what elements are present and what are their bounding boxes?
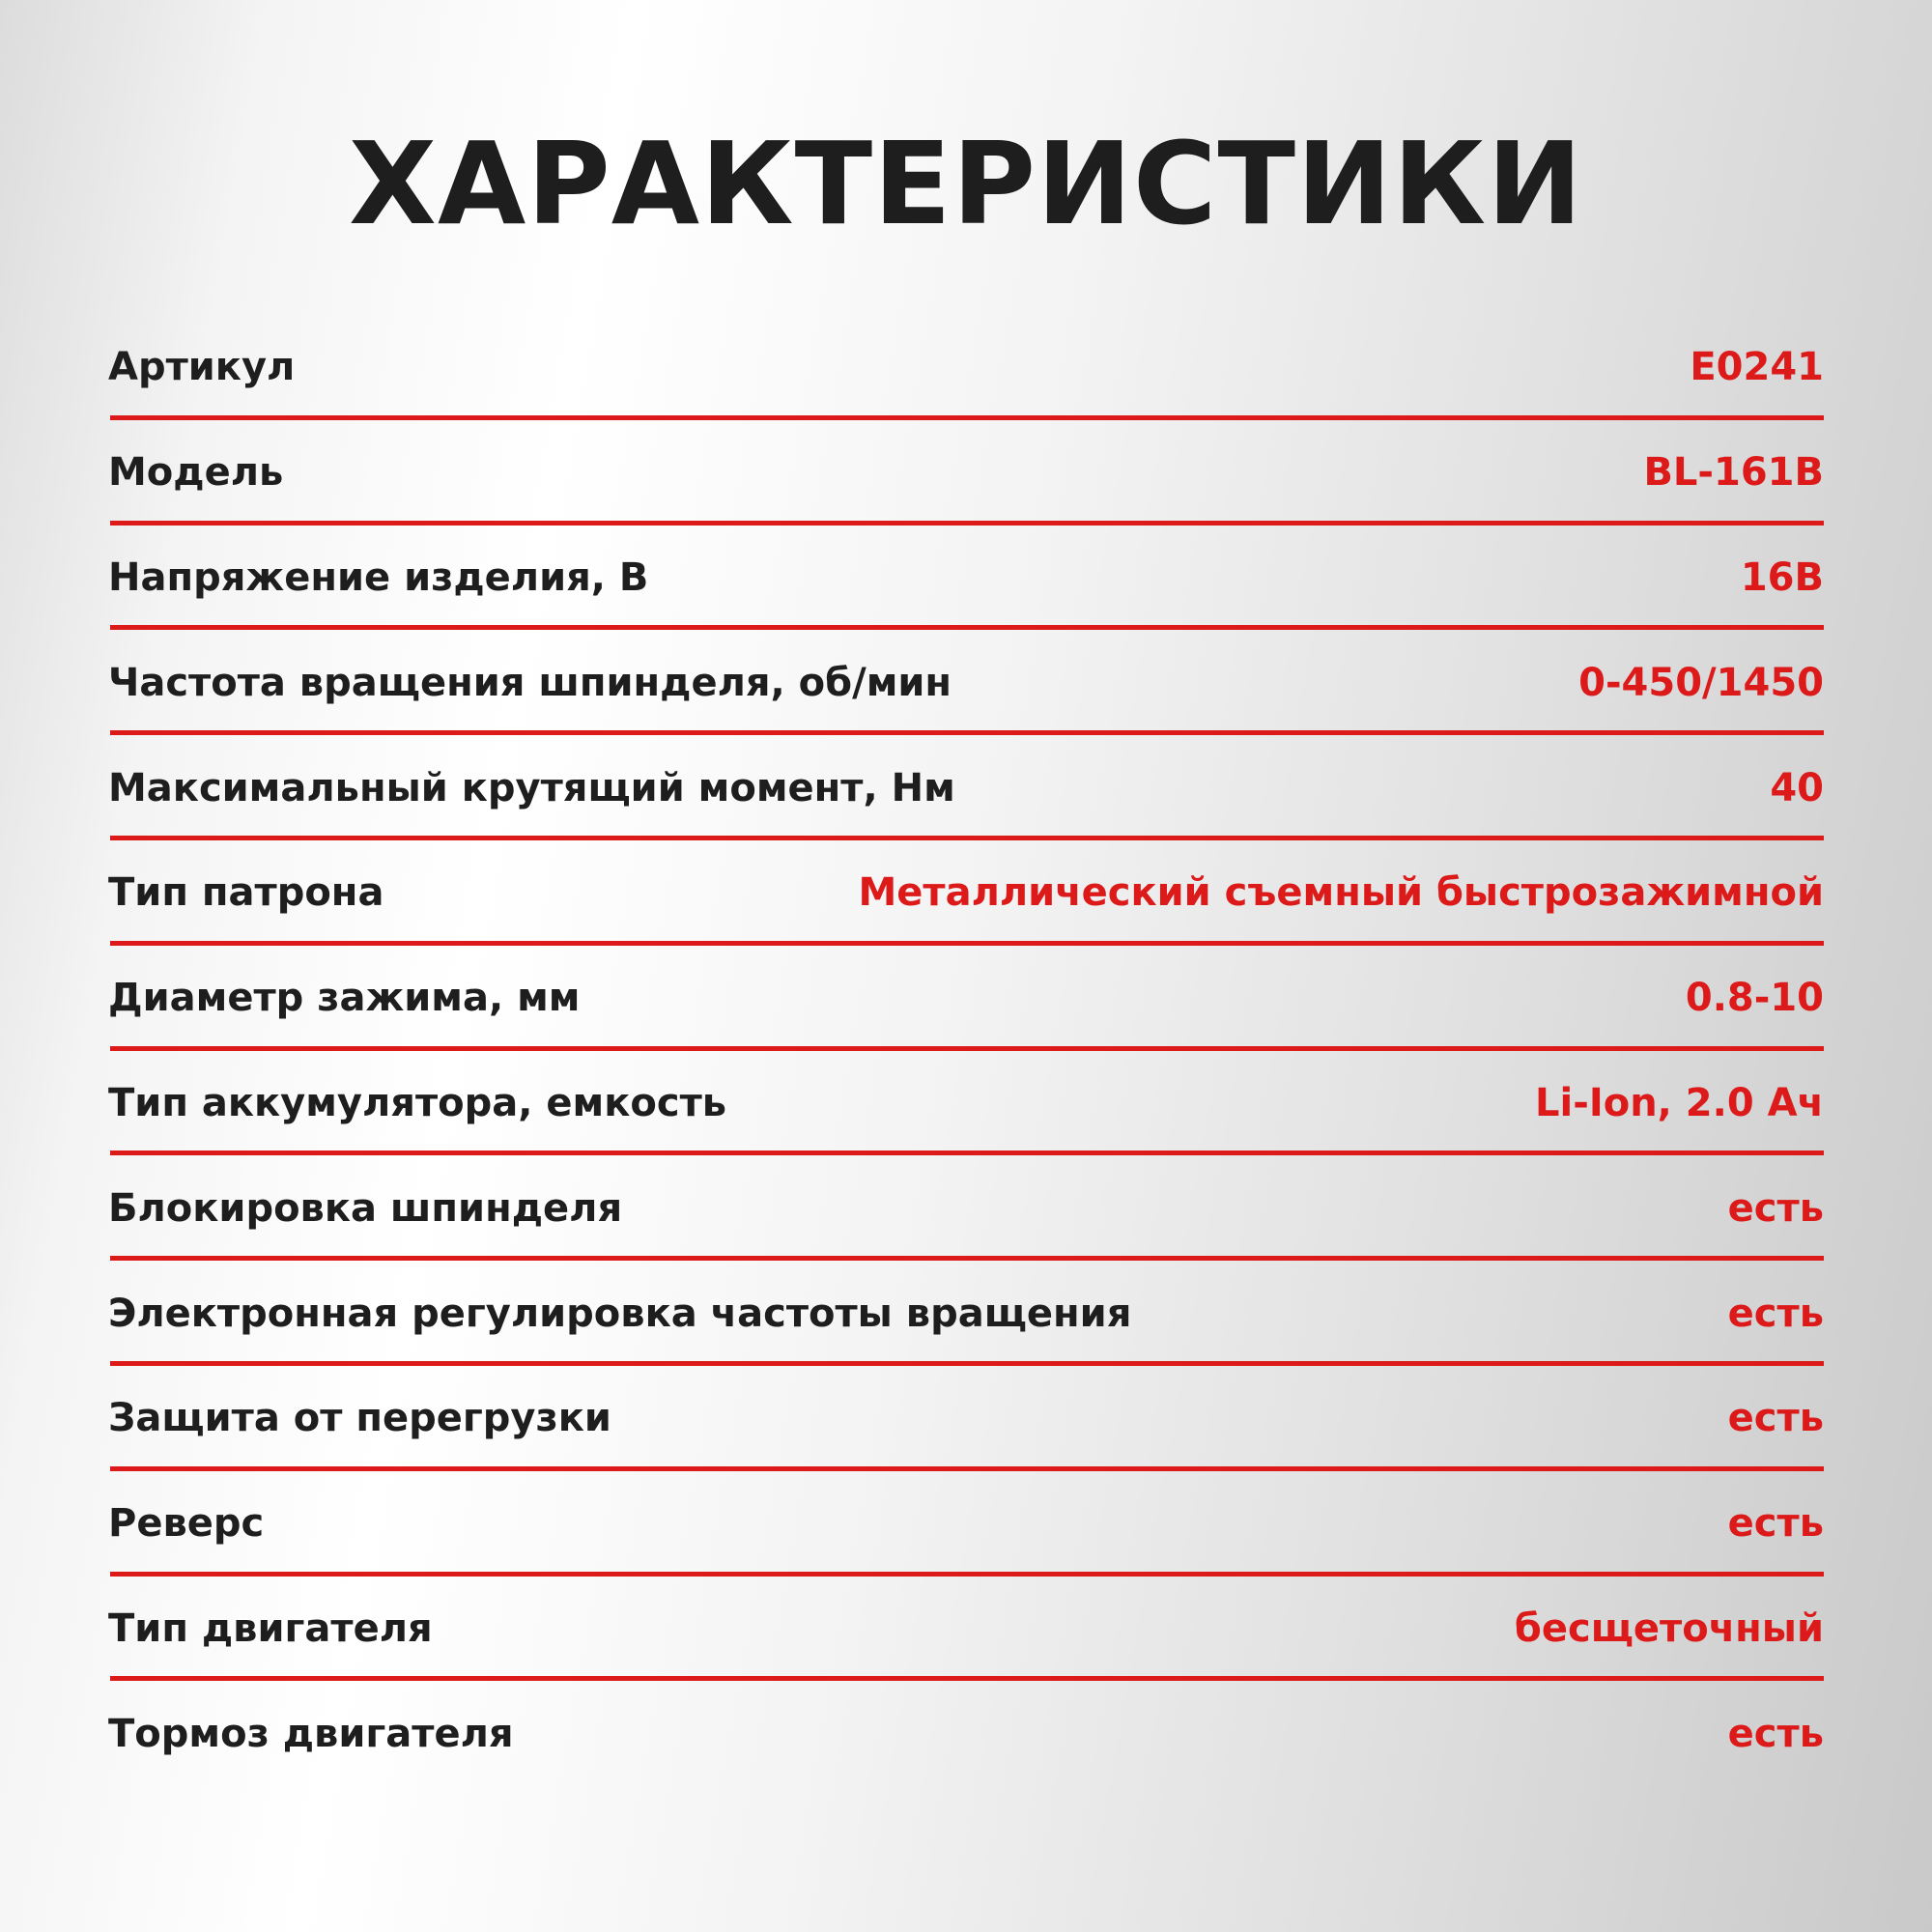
spec-row-spindle-speed	[108, 630, 1824, 735]
spec-label: Артикул	[108, 345, 296, 390]
spec-value: Металлический съемный быстрозажимной	[858, 870, 1824, 916]
spec-row-article	[108, 315, 1824, 420]
spec-label: Блокировка шпинделя	[108, 1185, 623, 1231]
spec-row-spindle-lock	[108, 1155, 1824, 1261]
spec-label: Тип аккумулятора, емкость	[108, 1080, 727, 1125]
spec-value: 16В	[1740, 554, 1824, 600]
spec-value: Li-Ion, 2.0 Ач	[1535, 1080, 1824, 1125]
spec-label: Тип патрона	[108, 870, 384, 916]
spec-row-motor-brake	[108, 1681, 1824, 1786]
spec-label: Диаметр зажима, мм	[108, 976, 581, 1021]
spec-label: Защита от перегрузки	[108, 1396, 611, 1441]
spec-value: 40	[1770, 765, 1824, 810]
spec-value: бесщеточный	[1514, 1605, 1824, 1651]
spec-label: Частота вращения шпинделя, об/мин	[108, 660, 952, 705]
spec-value: есть	[1727, 1396, 1824, 1441]
spec-table	[108, 315, 1824, 1786]
spec-value: 0.8-10	[1685, 976, 1824, 1021]
spec-row-max-torque	[108, 735, 1824, 840]
spec-value: E0241	[1690, 345, 1824, 390]
spec-row-voltage	[108, 526, 1824, 631]
spec-label: Максимальный крутящий момент, Нм	[108, 765, 955, 810]
spec-value: есть	[1727, 1291, 1824, 1336]
spec-row-chuck-type	[108, 840, 1824, 946]
spec-row-speed-control	[108, 1261, 1824, 1366]
spec-value: BL-161B	[1643, 450, 1824, 496]
spec-value: есть	[1727, 1711, 1824, 1756]
spec-value: есть	[1727, 1185, 1824, 1231]
spec-value: есть	[1727, 1501, 1824, 1547]
spec-row-overload-protection	[108, 1366, 1824, 1471]
spec-label: Реверс	[108, 1501, 265, 1547]
spec-row-battery	[108, 1051, 1824, 1156]
spec-value: 0-450/1450	[1578, 660, 1824, 705]
spec-label: Электронная регулировка частоты вращения	[108, 1291, 1132, 1336]
spec-row-motor-type	[108, 1577, 1824, 1682]
spec-row-clamp-diameter	[108, 946, 1824, 1051]
spec-label: Модель	[108, 450, 284, 496]
spec-label: Тип двигателя	[108, 1605, 433, 1651]
spec-label: Напряжение изделия, В	[108, 554, 649, 600]
spec-row-model	[108, 420, 1824, 526]
page-title: ХАРАКТЕРИСТИКИ	[349, 117, 1583, 250]
spec-row-reverse	[108, 1471, 1824, 1577]
spec-label: Тормоз двигателя	[108, 1711, 514, 1756]
